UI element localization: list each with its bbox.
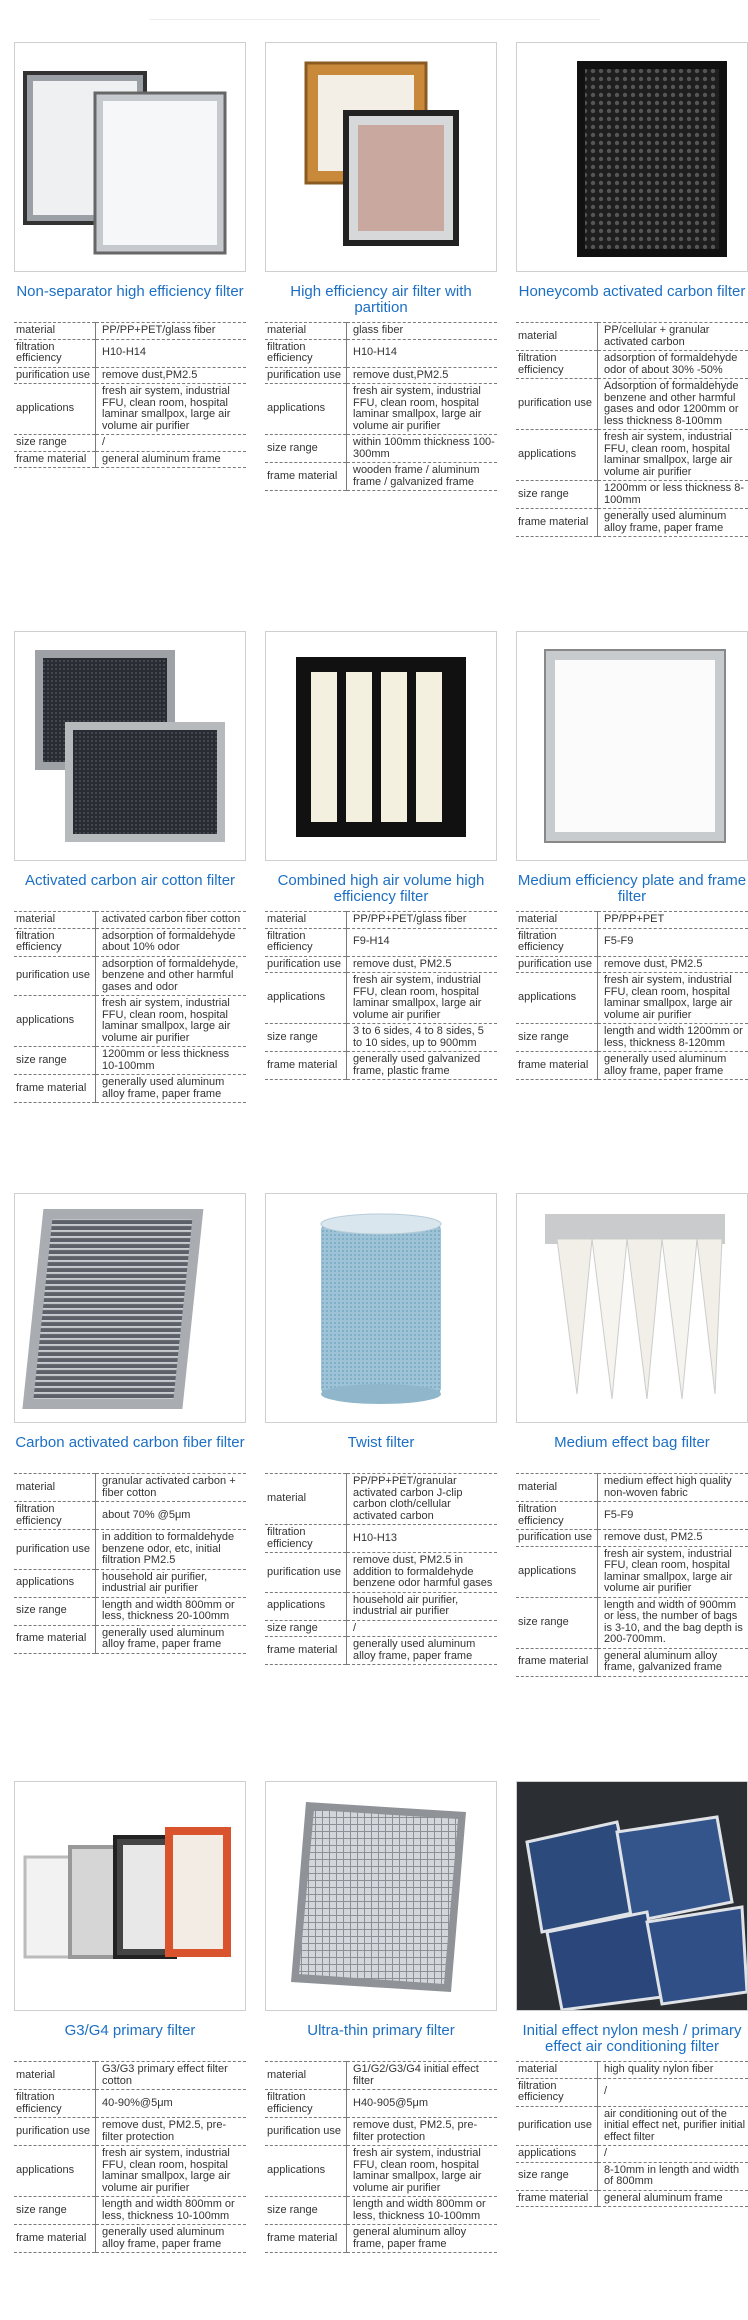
spec-value: fresh air system, industrial FFU, clean room, hospital laminar smallpox, large air volume air purifier — [598, 430, 748, 481]
product-card-2 — [516, 42, 748, 537]
spec-key: material — [516, 1474, 598, 1502]
spec-row — [265, 2062, 497, 2090]
spec-value: length and width 800mm or less, thickness 10-100mm — [347, 2197, 498, 2225]
spec-row — [14, 367, 246, 384]
spec-row — [516, 1024, 748, 1052]
spec-key: filtration efficiency — [516, 1502, 598, 1530]
spec-value: remove dust, PM2.5 in addition to formaldehyde benzene odor harmful gases — [347, 1553, 498, 1593]
nylon-mesh-filters-icon — [517, 1782, 747, 2010]
spec-key: material — [14, 323, 96, 340]
spec-row — [516, 1530, 748, 1547]
spec-key: purification use — [265, 956, 347, 973]
spec-row — [14, 384, 246, 435]
spec-key: frame material — [516, 1052, 598, 1080]
spec-value: fresh air system, industrial FFU, clean room, hospital laminar smallpox, large air volume air purifier — [598, 973, 748, 1024]
product-card-10 — [265, 1781, 497, 2253]
spec-value: F9-H14 — [347, 928, 498, 956]
spec-row — [14, 928, 246, 956]
spec-value: length and width 1200mm or less, thickness 8-120mm — [598, 1024, 748, 1052]
spec-row — [265, 1637, 497, 1665]
spec-row — [516, 351, 748, 379]
spec-row — [516, 2162, 748, 2190]
product-title: Initial effect nylon mesh / primary effect air conditioning filter — [522, 2022, 742, 2055]
spec-value: F5-F9 — [598, 928, 748, 956]
spec-row — [516, 1597, 748, 1648]
product-title: Medium efficiency plate and frame filter — [517, 872, 747, 905]
spec-key: filtration efficiency — [265, 2090, 347, 2118]
spec-key: material — [516, 912, 598, 929]
spec-value: G1/G2/G3/G4 initial effect filter — [347, 2062, 498, 2090]
spec-row — [265, 912, 497, 929]
spec-key: size range — [516, 1024, 598, 1052]
spec-value: 40-90%@5μm — [96, 2090, 247, 2118]
spec-key: applications — [516, 1546, 598, 1597]
thin-mesh-filter-icon — [266, 1782, 496, 2010]
spec-key: material — [516, 323, 598, 351]
spec-key: material — [14, 2062, 96, 2090]
spec-value: remove dust, PM2.5, pre-filter protection — [96, 2118, 247, 2146]
spec-key: filtration efficiency — [265, 928, 347, 956]
product-title: Combined high air volume high efficiency filter — [277, 872, 485, 905]
spec-row — [14, 996, 246, 1047]
product-photo — [14, 631, 246, 861]
spec-key: applications — [14, 384, 96, 435]
spec-key: size range — [14, 2197, 96, 2225]
spec-key: size range — [516, 481, 598, 509]
spec-key: size range — [265, 2197, 347, 2225]
spec-value: household air purifier, industrial air purifier — [347, 1592, 498, 1620]
spec-row — [14, 1075, 246, 1103]
spec-row — [516, 2078, 748, 2106]
spec-row — [14, 435, 246, 452]
spec-table — [14, 2061, 246, 2253]
spec-row — [14, 339, 246, 367]
spec-row — [516, 912, 748, 929]
spec-row — [265, 2118, 497, 2146]
product-title: High efficiency air filter with partition — [290, 283, 472, 316]
product-photo — [14, 1781, 246, 2011]
spec-value: H10-H14 — [347, 339, 498, 367]
product-title: Twist filter — [347, 1434, 415, 1451]
spec-value: 1200mm or less thickness 8-100mm — [598, 481, 748, 509]
spec-value: PP/PP+PET/glass fiber — [347, 912, 498, 929]
spec-table — [265, 322, 497, 491]
spec-value: remove dust, PM2.5 — [598, 1530, 748, 1547]
spec-value: generally used aluminum alloy frame, paper frame — [347, 1637, 498, 1665]
product-photo — [516, 1193, 748, 1423]
spec-key: applications — [516, 430, 598, 481]
spec-key: applications — [516, 2146, 598, 2163]
spec-value: PP/PP+PET — [598, 912, 748, 929]
spec-row — [265, 1553, 497, 1593]
spec-value: glass fiber — [347, 323, 498, 340]
spec-row — [14, 1474, 246, 1502]
product-photo — [516, 631, 748, 861]
spec-row — [516, 1502, 748, 1530]
spec-value: remove dust, PM2.5, pre-filter protection — [347, 2118, 498, 2146]
spec-key: material — [265, 2062, 347, 2090]
spec-key: filtration efficiency — [14, 1502, 96, 1530]
spec-value: / — [96, 435, 247, 452]
spec-row — [516, 973, 748, 1024]
spec-row — [516, 323, 748, 351]
spec-table — [265, 2061, 497, 2253]
product-photo — [14, 1193, 246, 1423]
spec-value: 3 to 6 sides, 4 to 8 sides, 5 to 10 sides, up to 900mm — [347, 1024, 498, 1052]
spec-row — [516, 509, 748, 537]
spec-value: 1200mm or less thickness 10-100mm — [96, 1047, 247, 1075]
spec-key: size range — [14, 1047, 96, 1075]
spec-row — [265, 1525, 497, 1553]
spec-row — [14, 1569, 246, 1597]
spec-key: applications — [14, 996, 96, 1047]
spec-key: frame material — [14, 1075, 96, 1103]
spec-value: length and width of 900mm or less, the number of bags is 3-10, and the bag depth is 200-700mm. — [598, 1597, 748, 1648]
spec-key: purification use — [265, 367, 347, 384]
spec-value: high quality nylon fiber — [598, 2062, 748, 2079]
product-title: G3/G4 primary filter — [64, 2022, 196, 2039]
spec-row — [14, 2090, 246, 2118]
spec-key: size range — [265, 1620, 347, 1637]
spec-key: purification use — [14, 1530, 96, 1570]
spec-row — [265, 2146, 497, 2197]
spec-key: applications — [14, 1569, 96, 1597]
spec-key: frame material — [265, 1052, 347, 1080]
spec-key: size range — [265, 435, 347, 463]
product-card-1 — [265, 42, 497, 491]
spec-row — [265, 2090, 497, 2118]
spec-row — [516, 379, 748, 430]
spec-key: filtration efficiency — [516, 928, 598, 956]
spec-key: frame material — [14, 2225, 96, 2253]
spec-key: applications — [265, 384, 347, 435]
spec-key: filtration efficiency — [14, 928, 96, 956]
spec-row — [14, 2225, 246, 2253]
spec-value: general aluminum alloy frame, galvanized frame — [598, 1648, 748, 1676]
spec-key: frame material — [14, 451, 96, 468]
spec-value: Adsorption of formaldehyde benzene and other harmful gases and odor 1200mm or less thickness 8-100mm — [598, 379, 748, 430]
spec-row — [14, 956, 246, 996]
product-card-8 — [516, 1193, 748, 1677]
spec-key: applications — [516, 973, 598, 1024]
spec-row — [14, 2062, 246, 2090]
product-card-9 — [14, 1781, 246, 2253]
spec-value: adsorption of formaldehyde about 10% odor — [96, 928, 247, 956]
product-card-7 — [265, 1193, 497, 1665]
spec-table — [14, 1473, 246, 1654]
spec-value: granular activated carbon + fiber cotton — [96, 1474, 247, 1502]
spec-row — [265, 928, 497, 956]
v-bank-filter-icon — [266, 632, 496, 860]
spec-row — [14, 912, 246, 929]
spec-key: material — [265, 323, 347, 340]
spec-key: frame material — [516, 2190, 598, 2207]
spec-table — [516, 1473, 748, 1677]
spec-key: material — [516, 2062, 598, 2079]
spec-value: H10-H13 — [347, 1525, 498, 1553]
spec-row — [14, 1597, 246, 1625]
product-title: Medium effect bag filter — [554, 1434, 710, 1451]
spec-value: remove dust,PM2.5 — [347, 367, 498, 384]
spec-value: within 100mm thickness 100-300mm — [347, 435, 498, 463]
spec-row — [265, 2225, 497, 2253]
spec-row — [516, 481, 748, 509]
honeycomb-panel-icon — [517, 43, 747, 271]
spec-value: / — [598, 2146, 748, 2163]
spec-value: generally used aluminum alloy frame, paper frame — [96, 2225, 247, 2253]
spec-value: length and width 800mm or less, thickness 10-100mm — [96, 2197, 247, 2225]
spec-key: purification use — [516, 2106, 598, 2146]
product-photo — [265, 1193, 497, 1423]
spec-key: filtration efficiency — [14, 339, 96, 367]
spec-row — [265, 1052, 497, 1080]
spec-row — [14, 2146, 246, 2197]
spec-value: / — [347, 1620, 498, 1637]
product-photo — [265, 631, 497, 861]
spec-key: material — [14, 912, 96, 929]
spec-value: adsorption of formaldehyde, benzene and other harmful gases and odor — [96, 956, 247, 996]
spec-key: size range — [516, 2162, 598, 2190]
spec-value: about 70% @5μm — [96, 1502, 247, 1530]
spec-key: purification use — [265, 2118, 347, 2146]
spec-key: purification use — [516, 956, 598, 973]
spec-row — [516, 1648, 748, 1676]
spec-value: fresh air system, industrial FFU, clean room, hospital laminar smallpox, large air volume air purifier — [347, 384, 498, 435]
product-photo — [516, 42, 748, 272]
spec-table — [516, 322, 748, 537]
spec-row — [516, 2146, 748, 2163]
product-photo — [516, 1781, 748, 2011]
spec-row — [516, 2106, 748, 2146]
spec-key: size range — [14, 435, 96, 452]
spec-key: purification use — [265, 1553, 347, 1593]
spec-key: applications — [265, 2146, 347, 2197]
spec-row — [265, 1592, 497, 1620]
spec-value: activated carbon fiber cotton — [96, 912, 247, 929]
spec-key: size range — [516, 1597, 598, 1648]
spec-value: 8-10mm in length and width of 800mm — [598, 2162, 748, 2190]
spec-key: purification use — [516, 379, 598, 430]
spec-row — [516, 2190, 748, 2207]
spec-key: material — [14, 1474, 96, 1502]
bag-filter-icon — [517, 1194, 747, 1422]
product-title: Ultra-thin primary filter — [307, 2022, 455, 2039]
spec-row — [265, 339, 497, 367]
spec-row — [265, 384, 497, 435]
spec-value: fresh air system, industrial FFU, clean room, hospital laminar smallpox, large air volume air purifier — [347, 2146, 498, 2197]
spec-row — [516, 956, 748, 973]
spec-row — [516, 928, 748, 956]
spec-row — [516, 430, 748, 481]
spec-row — [265, 973, 497, 1024]
spec-value: generally used aluminum alloy frame, paper frame — [96, 1625, 247, 1653]
spec-value: fresh air system, industrial FFU, clean room, hospital laminar smallpox, large air volume air purifier — [96, 2146, 247, 2197]
spec-row — [516, 1474, 748, 1502]
spec-value: fresh air system, industrial FFU, clean room, hospital laminar smallpox, large air volume air purifier — [598, 1546, 748, 1597]
spec-row — [265, 1474, 497, 1525]
product-photo — [265, 42, 497, 272]
plate-frame-filter-icon — [517, 632, 747, 860]
spec-key: frame material — [265, 2225, 347, 2253]
cylinder-filter-icon — [266, 1194, 496, 1422]
spec-value: generally used galvanized frame, plastic frame — [347, 1052, 498, 1080]
spec-value: remove dust, PM2.5 — [598, 956, 748, 973]
spec-value: in addition to formaldehyde benzene odor, etc, initial filtration PM2.5 — [96, 1530, 247, 1570]
spec-value: generally used aluminum alloy frame, paper frame — [598, 509, 748, 537]
spec-row — [265, 956, 497, 973]
spec-value: G3/G3 primary effect filter cotton — [96, 2062, 247, 2090]
product-card-6 — [14, 1193, 246, 1654]
spec-table — [265, 911, 497, 1080]
hepa-filter-pair-icon — [15, 43, 245, 271]
spec-row — [516, 1052, 748, 1080]
partition-filter-pair-icon — [266, 43, 496, 271]
spec-value: fresh air system, industrial FFU, clean room, hospital laminar smallpox, large air volume air purifier — [96, 996, 247, 1047]
spec-key: purification use — [14, 2118, 96, 2146]
spec-key: applications — [14, 2146, 96, 2197]
top-divider — [150, 19, 600, 20]
spec-key: purification use — [516, 1530, 598, 1547]
spec-row — [14, 1047, 246, 1075]
spec-table — [516, 2061, 748, 2207]
spec-row — [265, 367, 497, 384]
spec-value: adsorption of formaldehyde odor of about 30% -50% — [598, 351, 748, 379]
spec-key: frame material — [265, 1637, 347, 1665]
spec-value: F5-F9 — [598, 1502, 748, 1530]
product-title: Carbon activated carbon fiber filter — [15, 1434, 245, 1451]
carbon-fiber-panel-icon — [15, 1194, 245, 1422]
spec-row — [265, 1024, 497, 1052]
spec-value: general aluminum alloy frame, paper frame — [347, 2225, 498, 2253]
spec-key: frame material — [516, 1648, 598, 1676]
spec-table — [516, 911, 748, 1080]
product-photo — [14, 42, 246, 272]
spec-row — [516, 1546, 748, 1597]
spec-key: filtration efficiency — [516, 351, 598, 379]
spec-value: general aluminum frame — [598, 2190, 748, 2207]
spec-value: generally used aluminum alloy frame, paper frame — [96, 1075, 247, 1103]
spec-value: general aluminum frame — [96, 451, 247, 468]
spec-key: filtration efficiency — [265, 1525, 347, 1553]
product-card-0 — [14, 42, 246, 468]
spec-key: filtration efficiency — [14, 2090, 96, 2118]
spec-key: frame material — [516, 509, 598, 537]
product-title: Non-separator high efficiency filter — [16, 283, 244, 300]
product-card-11 — [516, 1781, 748, 2207]
spec-value: remove dust, PM2.5 — [347, 956, 498, 973]
spec-value: / — [598, 2078, 748, 2106]
spec-value: PP/PP+PET/glass fiber — [96, 323, 247, 340]
spec-row — [265, 1620, 497, 1637]
product-card-5 — [516, 631, 748, 1080]
spec-key: applications — [265, 1592, 347, 1620]
product-card-3 — [14, 631, 246, 1103]
spec-key: material — [265, 912, 347, 929]
spec-row — [265, 463, 497, 491]
primary-filter-stack-icon — [15, 1782, 245, 2010]
spec-key: size range — [265, 1024, 347, 1052]
product-card-4 — [265, 631, 497, 1080]
spec-value: wooden frame / aluminum frame / galvanized frame — [347, 463, 498, 491]
carbon-cotton-panel-icon — [15, 632, 245, 860]
spec-value: H10-H14 — [96, 339, 247, 367]
spec-key: size range — [14, 1597, 96, 1625]
spec-table — [14, 911, 246, 1103]
spec-value: length and width 800mm or less, thickness 20-100mm — [96, 1597, 247, 1625]
spec-table — [265, 1473, 497, 1665]
spec-row — [14, 1530, 246, 1570]
spec-row — [265, 323, 497, 340]
product-title: Activated carbon air cotton filter — [24, 872, 236, 889]
spec-value: generally used aluminum alloy frame, paper frame — [598, 1052, 748, 1080]
spec-key: applications — [265, 973, 347, 1024]
spec-row — [14, 323, 246, 340]
spec-value: fresh air system, industrial FFU, clean room, hospital laminar smallpox, large air volume air purifier — [96, 384, 247, 435]
spec-row — [14, 1625, 246, 1653]
spec-value: H40-905@5μm — [347, 2090, 498, 2118]
spec-key: material — [265, 1474, 347, 1525]
spec-row — [516, 2062, 748, 2079]
spec-key: filtration efficiency — [265, 339, 347, 367]
spec-key: frame material — [14, 1625, 96, 1653]
spec-value: remove dust,PM2.5 — [96, 367, 247, 384]
spec-table — [14, 322, 246, 468]
spec-key: purification use — [14, 367, 96, 384]
product-photo — [265, 1781, 497, 2011]
spec-value: household air purifier, industrial air purifier — [96, 1569, 247, 1597]
spec-key: purification use — [14, 956, 96, 996]
spec-row — [14, 2118, 246, 2146]
spec-value: PP/cellular + granular activated carbon — [598, 323, 748, 351]
spec-key: filtration efficiency — [516, 2078, 598, 2106]
spec-row — [14, 1502, 246, 1530]
spec-key: frame material — [265, 463, 347, 491]
spec-value: medium effect high quality non-woven fabric — [598, 1474, 748, 1502]
spec-row — [14, 451, 246, 468]
product-title: Honeycomb activated carbon filter — [518, 283, 746, 300]
spec-value: PP/PP+PET/granular activated carbon J-clip carbon cloth/cellular activated carbon — [347, 1474, 498, 1525]
spec-value: air conditioning out of the initial effect net, purifier initial effect filter — [598, 2106, 748, 2146]
spec-row — [14, 2197, 246, 2225]
spec-row — [265, 2197, 497, 2225]
spec-row — [265, 435, 497, 463]
spec-value: fresh air system, industrial FFU, clean room, hospital laminar smallpox, large air volume air purifier — [347, 973, 498, 1024]
